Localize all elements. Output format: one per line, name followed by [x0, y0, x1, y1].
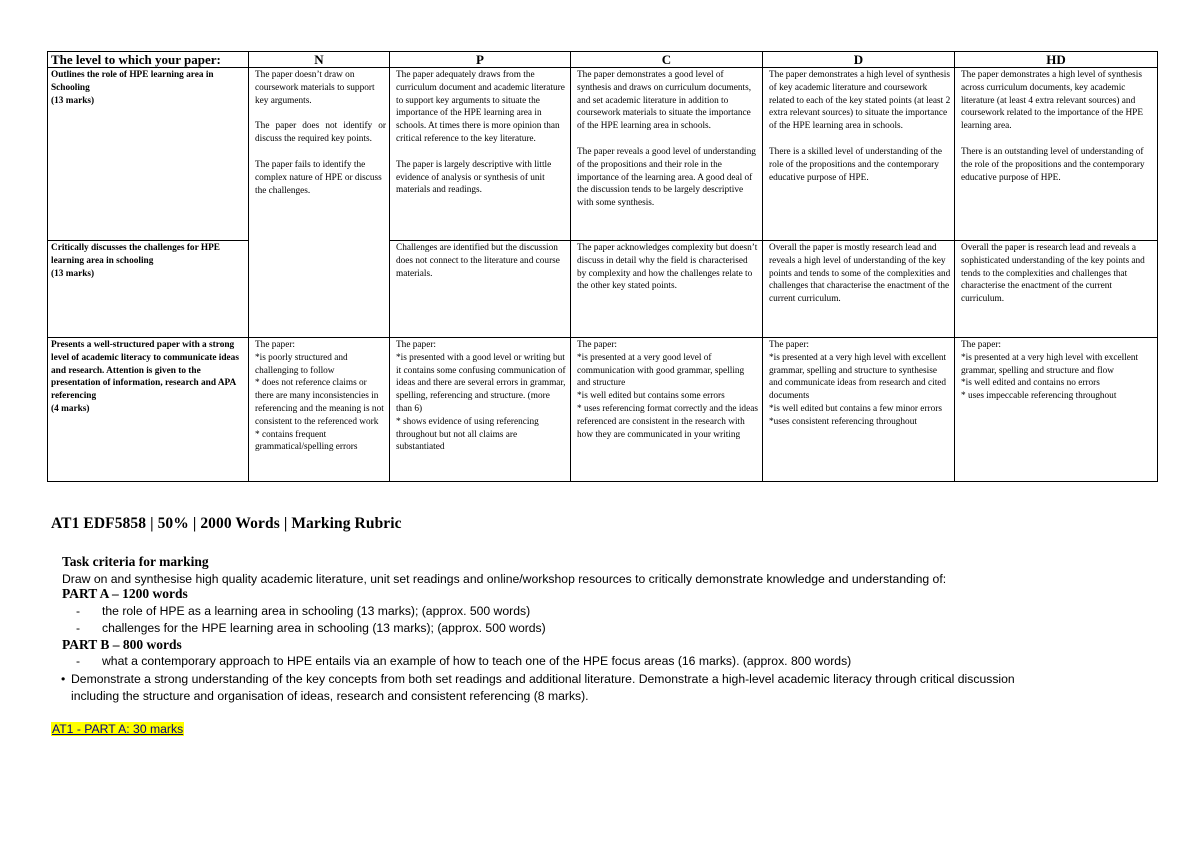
- list-item: - the role of HPE as a learning area in schooling (13 marks); (approx. 500 words): [76, 604, 531, 618]
- marking-rubric-table: [47, 51, 1158, 482]
- grade-cell-c: [571, 338, 763, 482]
- descriptor-text: Overall the paper is mostly research lead and reveals a high level of understanding of the key points and tends to some of the complexities and challenges that characterise the enactment of the current curriculum.: [769, 243, 951, 305]
- header-level: The level to which your paper:: [48, 52, 249, 68]
- grade-cell-p: [390, 338, 571, 482]
- descriptor-text: The paper is largely descriptive with little evidence of analysis or synthesis of unit materials and readings.: [396, 159, 552, 196]
- descriptor-text: The paper fails to identify the complex nature of HPE or discuss the challenges.: [255, 159, 382, 196]
- descriptor-text: The paper: *is presented at a very good level of communication with good grammar, spelling and structure *is well edited but contains some errors * uses referencing format correctly and the ideas referenced are consistent in the research with how they are communicated in your writing: [577, 340, 758, 440]
- descriptor-text: The paper does not identify or discuss the required key points.: [255, 121, 386, 145]
- descriptor-text: The paper demonstrates a high level of synthesis of key academic literature and coursework related to each of the key stated points (at least 2 extra relevant sources) to situate the importance of the HPE learning area in schools.: [769, 70, 951, 132]
- descriptor-text: The paper acknowledges complexity but doesn’t discuss in detail why the field is characterised by complexity and how the challenges relate to the other key stated points.: [577, 243, 758, 292]
- criterion-text: Outlines the role of HPE learning area in Schooling (13 marks): [51, 70, 214, 106]
- grade-cell-hd: [955, 241, 1158, 338]
- descriptor-text: The paper demonstrates a high level of synthesis across curriculum documents, key academic literature (at least 4 extra relevant sources) and coursework related to the importance of the HPE learning area.: [961, 70, 1144, 132]
- descriptor-text: The paper: *is presented at a very high level with excellent grammar, spelling and structure and flow *is well edited and contains no errors * uses impeccable referencing throughout: [961, 340, 1139, 402]
- grade-cell-hd: [955, 68, 1158, 241]
- part-b-heading: PART B – 800 words: [62, 637, 182, 652]
- criterion-text: Presents a well-structured paper with a strong level of academic literacy to communicate ideas and research. Attention is given to the presentation of information, research and APA referencing (4 marks): [51, 340, 239, 414]
- descriptor-text: There is an outstanding level of understanding of the role of the propositions and the contemporary educative purpose of HPE.: [961, 146, 1145, 183]
- criterion-text: Critically discusses the challenges for HPE learning area in schooling (13 marks): [51, 243, 220, 279]
- document-title: AT1 EDF5858 | 50% | 2000 Words | Marking Rubric: [51, 515, 402, 532]
- criterion-cell: [48, 338, 249, 482]
- header-grade-p: P: [390, 52, 571, 68]
- rubric-header-row: [48, 52, 1158, 68]
- grade-cell-n: [249, 68, 390, 338]
- descriptor-text: Challenges are identified but the discussion does not connect to the literature and course materials.: [396, 243, 560, 279]
- grade-cell-p: [390, 68, 571, 241]
- list-item: [61, 671, 1041, 705]
- grade-cell-d: [763, 338, 955, 482]
- grade-cell-n: [249, 338, 390, 482]
- descriptor-text: Overall the paper is research lead and reveals a sophisticated understanding of the key points and tends to the complexities and challenges that characterise the enactment of the current curriculum.: [961, 243, 1145, 305]
- descriptor-text: The paper: *is presented at a very high level with excellent grammar, spelling and structure to synthesise and communicate ideas from research and cited documents *is well edited but contains a few minor errors *uses consistent referencing throughout: [769, 340, 947, 427]
- descriptor-text: The paper: *is presented with a good level or writing but it contains some confusing communication of ideas and there are several errors in grammar, spelling, referencing and structure. (more than 6) * shows evidence of using referencing throughout but not all claims are substantiated: [396, 340, 566, 453]
- descriptor-text: The paper demonstrates a good level of synthesis and draws on curriculum documents, and set academic literature in addition to coursework materials to situate the importance of the HPE learning area in schools.: [577, 70, 752, 132]
- rubric-row-challenges: [48, 241, 1158, 338]
- header-grade-n: N: [249, 52, 390, 68]
- list-item: - challenges for the HPE learning area in schooling (13 marks); (approx. 500 words): [76, 621, 546, 635]
- header-grade-hd: HD: [955, 52, 1158, 68]
- grade-cell-p: [390, 241, 571, 338]
- grade-cell-d: [763, 241, 955, 338]
- header-grade-d: D: [763, 52, 955, 68]
- grade-cell-hd: [955, 338, 1158, 482]
- rubric-row-role: [48, 68, 1158, 241]
- descriptor-text: There is a skilled level of understanding of the role of the propositions and the contemporary educative purpose of HPE.: [769, 146, 942, 183]
- list-item: - what a contemporary approach to HPE entails via an example of how to teach one of the HPE focus areas (16 marks). (approx. 800 words): [76, 654, 852, 668]
- task-criteria-heading: Task criteria for marking: [62, 554, 209, 569]
- grade-cell-d: [763, 68, 955, 241]
- bullet-icon: •: [61, 672, 66, 686]
- descriptor-text: The paper adequately draws from the curriculum document and academic literature to support key arguments to situate the importance of the HPE learning area in schools. At times there is more opinion than critical reference to the key literature.: [396, 70, 565, 144]
- part-a-link[interactable]: AT1 - PART A: 30 marks: [52, 722, 184, 736]
- criterion-cell: [48, 68, 249, 241]
- task-intro-text: Draw on and synthesise high quality academic literature, unit set readings and online/workshop resources to critically demonstrate knowledge and understanding of:: [62, 572, 947, 586]
- bullet-text: Demonstrate a strong understanding of the key concepts from both set readings and additional literature. Demonstrate a high-level academic literacy through critical discussion including the structure and organisation of ideas, research and consistent referencing (8 marks).: [71, 672, 1015, 703]
- header-grade-c: C: [571, 52, 763, 68]
- descriptor-text: The paper: *is poorly structured and challenging to follow * does not reference claims or there are many inconsistencies in referencing and the meaning is not consistent to the referenced work * contains frequent grammatical/spelling errors: [255, 340, 384, 453]
- descriptor-text: The paper doesn’t draw on coursework materials to support key arguments.: [255, 70, 375, 106]
- criterion-cell: [48, 241, 249, 338]
- rubric-row-literacy: [48, 338, 1158, 482]
- grade-cell-c: [571, 68, 763, 241]
- descriptor-text: The paper reveals a good level of understanding of the propositions and their role in the importance of the learning area. A good deal of the discussion tends to be largely descriptive with some synthesis.: [577, 146, 756, 209]
- part-a-heading: PART A – 1200 words: [62, 586, 188, 601]
- grade-cell-c: [571, 241, 763, 338]
